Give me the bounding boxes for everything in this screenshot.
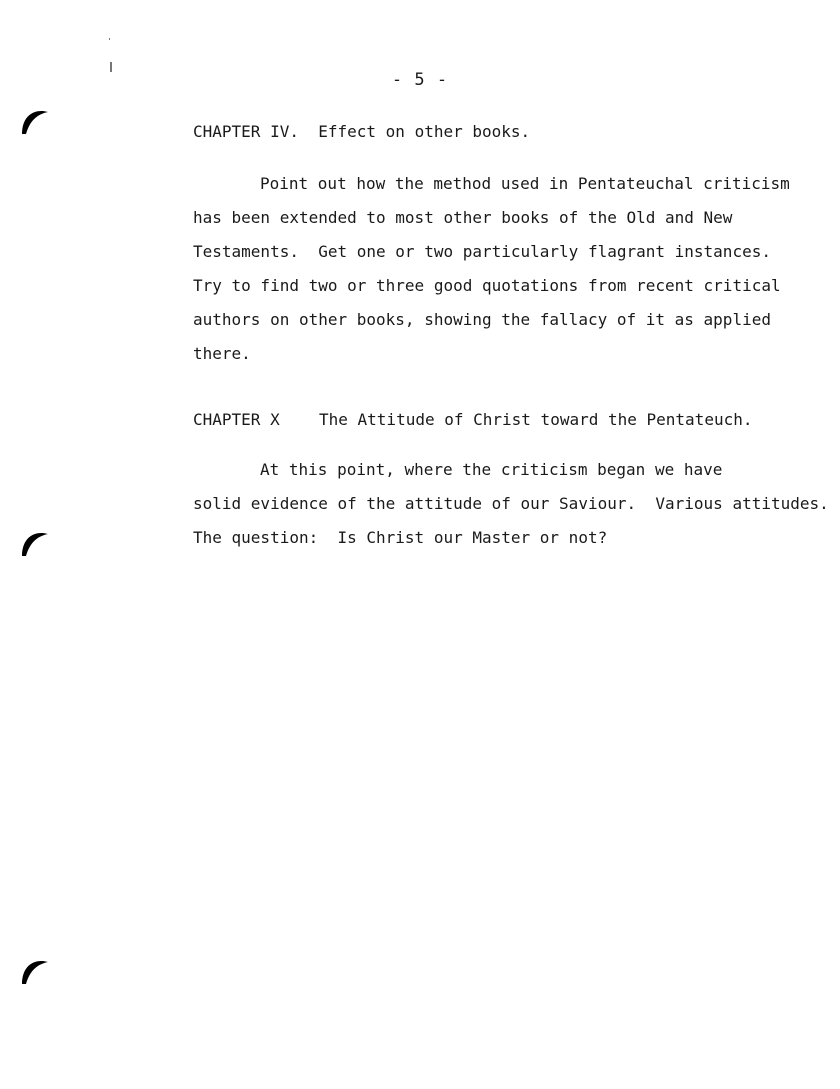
paragraph-line: The question: Is Christ our Master or not? — [193, 528, 608, 547]
paragraph-line: has been extended to most other books of the Old and New — [193, 208, 733, 227]
chapter-label: CHAPTER X — [193, 410, 280, 429]
paragraph-line: Testaments. Get one or two particularly flagrant instances. — [193, 242, 771, 261]
paragraph-line: authors on other books, showing the fallacy of it as applied — [193, 310, 771, 329]
punch-hole-icon — [20, 528, 50, 558]
chapter-paragraph — [193, 167, 790, 371]
chapter-title: Effect on other books. — [318, 122, 531, 141]
paragraph-line: Point out how the method used in Pentateuchal criticism — [260, 174, 790, 193]
chapter-paragraph — [193, 453, 829, 555]
chapter-title: The Attitude of Christ toward the Pentateuch. — [319, 410, 753, 429]
chapter-heading — [193, 122, 530, 141]
paragraph-line: solid evidence of the attitude of our Saviour. Various attitudes. — [193, 494, 829, 513]
punch-hole-icon — [20, 106, 50, 136]
page-number: - 5 - — [391, 70, 449, 90]
scan-speck — [109, 38, 110, 40]
paragraph-line: Try to find two or three good quotations from recent critical — [193, 276, 781, 295]
paragraph-line: there. — [193, 344, 251, 363]
paragraph-line: At this point, where the criticism began we have — [260, 460, 723, 479]
chapter-heading — [193, 410, 752, 429]
chapter-label: CHAPTER IV. — [193, 122, 299, 141]
punch-hole-icon — [20, 956, 50, 986]
